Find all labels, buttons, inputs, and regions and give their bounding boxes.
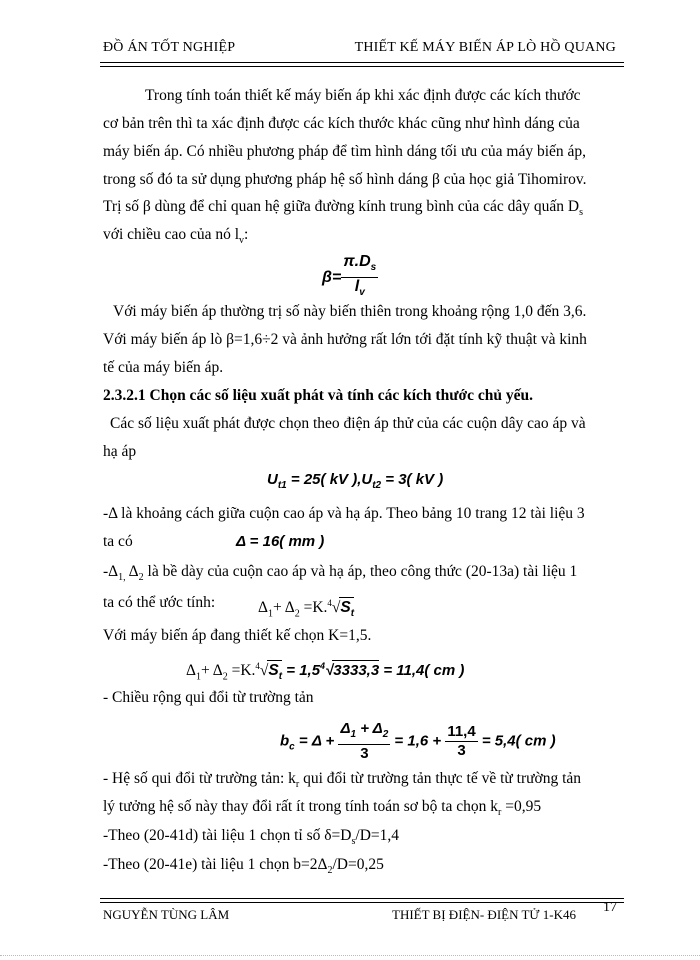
formula-part: = 5,4( cm ) [477, 732, 556, 750]
denominator: 3 [457, 742, 466, 759]
formula-part: b [280, 732, 290, 750]
denominator: 3 [360, 745, 369, 762]
formula-part: + Δ [200, 662, 223, 680]
subscript: t [278, 671, 283, 683]
text-line [103, 855, 384, 881]
formula-part: = 25( kV ),U [286, 471, 373, 488]
text-run: - Hệ số qui đổi từ trường tản: k [103, 770, 296, 787]
denominator [341, 278, 378, 302]
subscript: 1 [195, 671, 201, 683]
subscript: 2 [138, 572, 144, 584]
text-run: lý tưởng hệ số này thay đổi rất ít trong tính toán sơ bộ ta chọn k [103, 798, 499, 815]
page-number: 17 [603, 900, 617, 915]
text-run: -Theo (20-41d) tài liệu 1 chọn tỉ số δ=D [103, 827, 352, 844]
text-line: Với máy biến áp thường trị số này biến thiên trong khoảng rộng 1,0 đến 3,6. [113, 303, 587, 320]
bc-formula [280, 720, 556, 763]
text-line: Với máy biến áp lò β=1,6÷2 và ảnh hưởng rất lớn tới đặt tính kỹ thuật và kinh [103, 331, 587, 348]
subscript: t2 [372, 480, 382, 491]
subscript: r [295, 779, 300, 791]
text-line [103, 197, 583, 223]
numerator: 11,4 [447, 723, 476, 740]
formula-part: Δ [340, 720, 351, 737]
header-rule-double [100, 66, 624, 67]
text-line [103, 826, 399, 852]
subscript: t1 [277, 480, 287, 491]
text-run: =0,95 [501, 798, 542, 815]
root-index: 4 [320, 661, 326, 672]
footer-rule [100, 898, 624, 899]
subscript: s [579, 207, 584, 219]
text-line: cơ bản trên thì ta xác định được các kích thước khác cũng như hình dáng của [103, 115, 580, 132]
formula-part: = [331, 268, 342, 286]
subscript: c [289, 741, 295, 753]
text-line: hạ áp [103, 443, 137, 460]
text-run: -Δ [103, 563, 119, 580]
text-line: Với máy biến áp đang thiết kế chọn K=1,5. [103, 627, 372, 644]
text-run: /D=1,4 [355, 827, 400, 844]
text-run: /D=0,25 [332, 856, 384, 873]
text-line: -Δ là khoảng cách giữa cuộn cao áp và hạ áp. Theo bảng 10 trang 12 tài liệu 3 [103, 505, 585, 522]
root-index: 4 [255, 661, 260, 671]
text-line: Các số liệu xuất phát được chọn theo điện áp thử của các cuộn dây cao áp và [110, 415, 586, 432]
footer-department: THIẾT BỊ ĐIỆN- ĐIỆN TỬ 1-K46 [392, 907, 576, 922]
text-line [103, 797, 541, 823]
radicand [339, 597, 354, 624]
formula-part: l [354, 278, 360, 296]
subscript: 2 [294, 608, 300, 620]
subscript: t [350, 608, 355, 620]
text-run: Trị số β dùng để chỉ quan hệ giữa đường kính trung bình của các dây quấn D [103, 198, 580, 215]
beta-formula [322, 253, 378, 302]
subscript: v [239, 235, 245, 247]
formula-part: S [268, 662, 279, 680]
subscript: 2 [222, 671, 228, 683]
text-run: qui đổi từ trường tản thực tế về từ trường tản [299, 770, 582, 787]
subscript: 1, [118, 572, 126, 584]
text-run: Δ [125, 563, 139, 580]
subscript: 2 [382, 729, 389, 740]
formula-part: = 1,5 [282, 662, 321, 680]
formula-part: Δ [186, 662, 196, 680]
text-line: ta có thể ước tính: [103, 594, 216, 611]
formula-part: = 1,6 + [390, 732, 446, 750]
subscript: s [351, 836, 356, 848]
header-right: THIẾT KẾ MÁY BIẾN ÁP LÒ HỒ QUANG [354, 40, 616, 55]
text-run: với chiều cao của nó l [103, 226, 240, 243]
text-line: Trong tính toán thiết kế máy biến áp khi xác định được các kích thước [145, 87, 581, 104]
text-run: -Theo (20-41e) tài liệu 1 chọn b=2Δ [103, 856, 328, 873]
formula-part: β [322, 268, 332, 286]
formula-part: π.D [343, 253, 371, 270]
formula-part: S [340, 599, 351, 617]
text-line: trong số đó ta sử dụng phương pháp hệ số hình dáng β của học giả Tihomirov. [103, 171, 587, 188]
subscript: 1 [267, 608, 273, 620]
subscript: v [359, 287, 365, 299]
text-run: là bề dày của cuộn cao áp và hạ áp, theo công thức (20-13a) tài liệu 1 [143, 563, 578, 580]
formula-part: =K. [227, 662, 256, 680]
text-line: máy biến áp. Có nhiều phương pháp để tìm hình dáng tối ưu của máy biến áp, [103, 143, 587, 160]
formula-part: =K. [299, 599, 328, 617]
text-line [103, 225, 248, 251]
estimate-formula: $\Delta_1+ \Delta_2 =K.^4√S_t$ [258, 593, 354, 624]
voltage-formula [267, 471, 443, 491]
header-left: ĐỒ ÁN TỐT NGHIỆP [103, 40, 236, 55]
subscript: 2 [327, 865, 333, 877]
formula-part: = $1,5^4√3333,3 = 11,4$( cm ) [282, 661, 465, 680]
numerator [338, 720, 390, 745]
numerator [341, 253, 378, 278]
text-line: - Chiều rộng qui đổi từ trường tản [103, 689, 314, 706]
formula-part: + Δ [272, 599, 295, 617]
formula-part: U [267, 471, 278, 488]
thickness-formula: $\Delta_1+ \Delta_2 =K.^4√S_t = 1,5^4√3333,3 = 11,4$( cm ) [186, 656, 464, 687]
subscript: r [498, 807, 502, 819]
footer-rule-double [100, 902, 624, 903]
formula-part: = 3( kV ) [381, 471, 444, 488]
text-line [103, 769, 581, 795]
fraction [445, 723, 477, 760]
fraction [338, 720, 390, 763]
subscript: s [370, 262, 377, 274]
text-line [103, 562, 577, 588]
text-run: : [244, 226, 249, 243]
fraction [341, 253, 378, 302]
formula-part: + Δ [356, 720, 383, 737]
text-line: ta có [103, 533, 133, 550]
radicand [267, 660, 282, 687]
header-rule [100, 62, 624, 63]
formula-part: = Δ + [294, 732, 339, 750]
subscript: 1 [350, 729, 357, 740]
section-heading: 2.3.2.1 Chọn các số liệu xuất phát và tính các kích thước chủ yếu. [103, 387, 533, 404]
radicand: 3333,3 [333, 662, 380, 680]
formula-part: = 11,4( cm ) [379, 662, 465, 680]
page-edge [0, 955, 700, 956]
delta-formula: Δ = 16( mm ) [236, 533, 325, 550]
formula-part: Δ [258, 599, 268, 617]
root-index: 4 [327, 598, 332, 608]
text-line: tế của máy biến áp. [103, 359, 224, 376]
footer-author: NGUYỄN TÙNG LÂM [103, 907, 230, 922]
